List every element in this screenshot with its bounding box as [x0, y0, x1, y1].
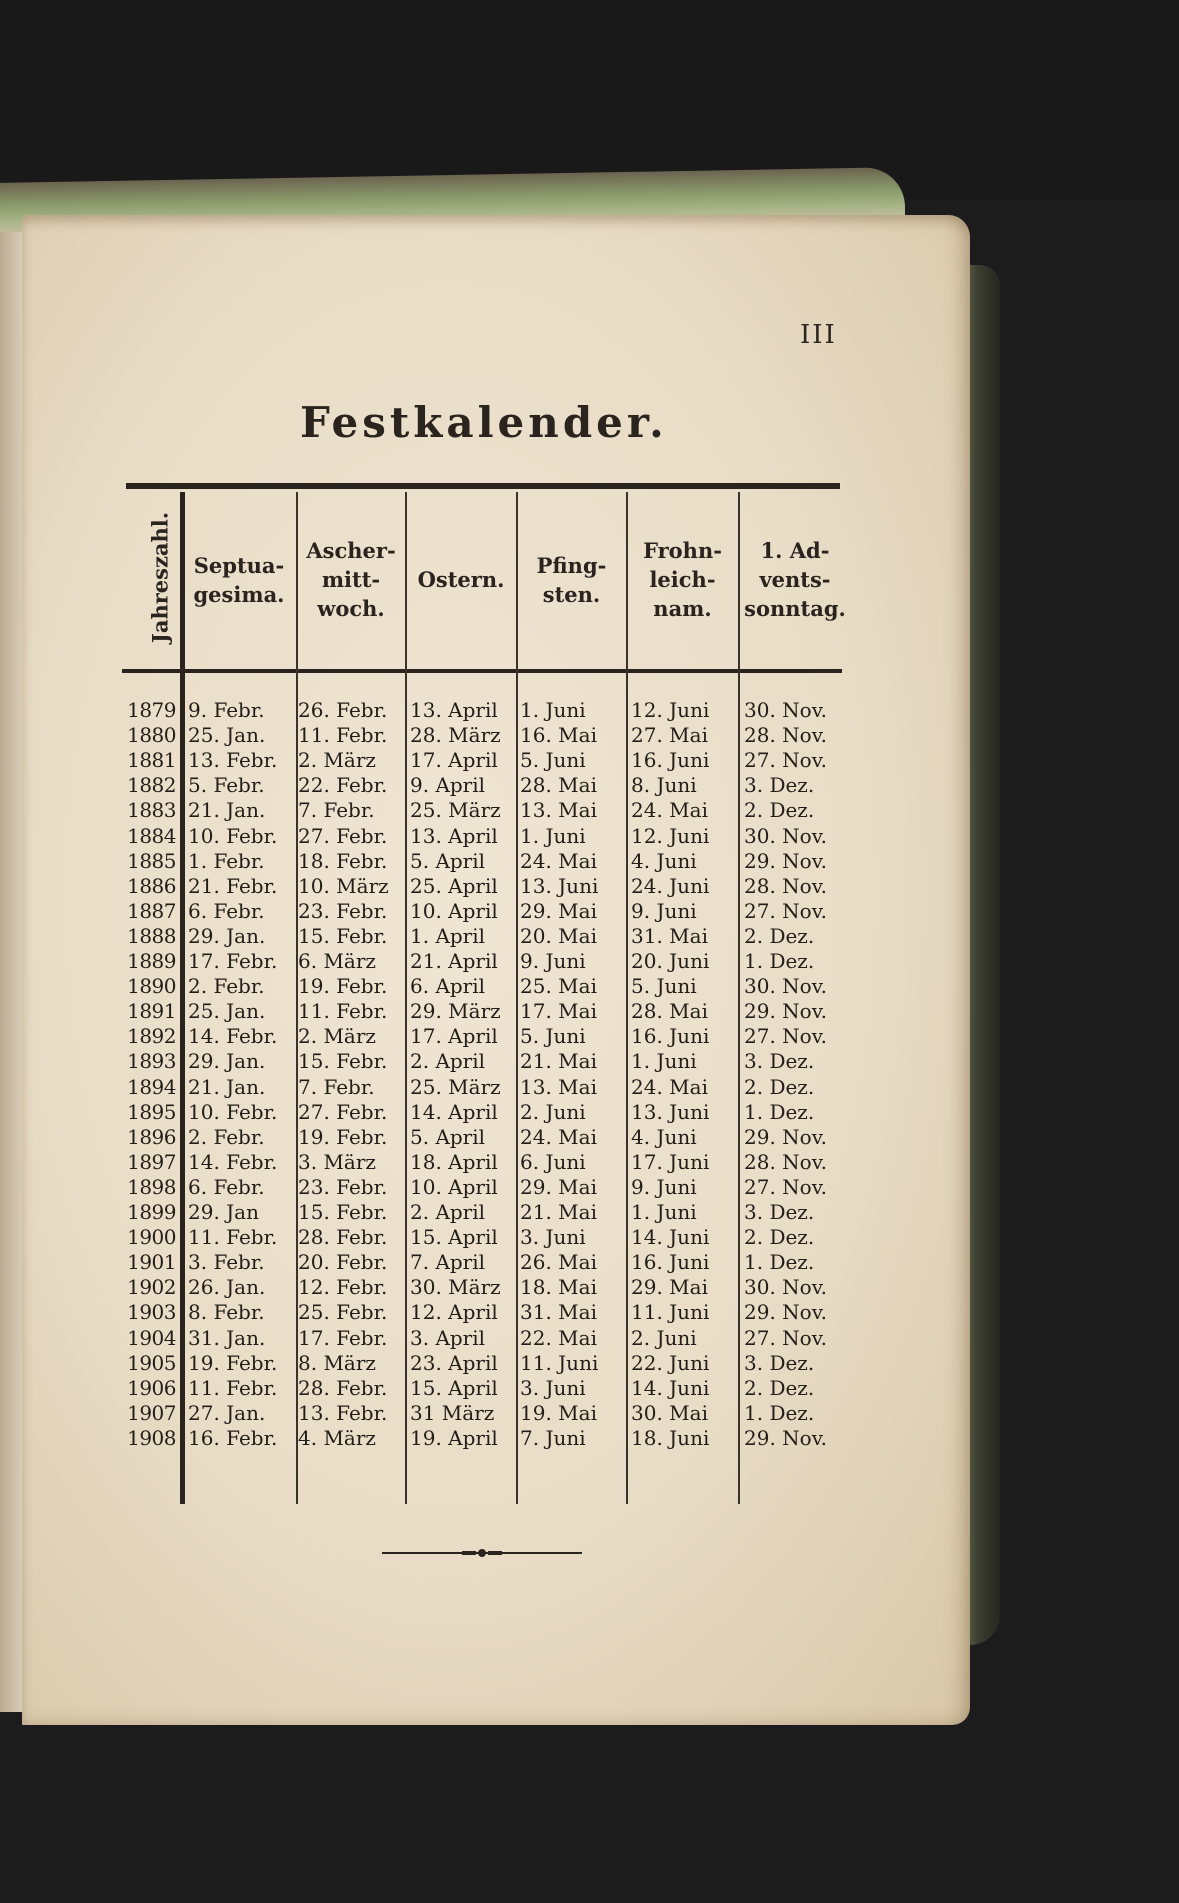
- aschermittwoch-cell: 20. Febr.: [298, 1250, 388, 1275]
- frohnleichnam-cell: 22. Juni: [631, 1350, 710, 1375]
- aschermittwoch-cell: 7. Febr.: [298, 1074, 375, 1099]
- septuagesima-cell: 10. Febr.: [188, 823, 278, 848]
- year-cell: 1884: [127, 823, 176, 848]
- table-row: [0, 949, 948, 974]
- frohnleichnam-cell: 12. Juni: [631, 698, 710, 722]
- year-cell: 1901: [127, 1250, 176, 1275]
- year-cell: 1887: [127, 898, 176, 923]
- septuagesima-cell: 21. Jan.: [188, 1074, 266, 1099]
- ostern-cell: 1. April: [410, 923, 486, 948]
- frohnleichnam-cell: 16. Juni: [631, 1024, 710, 1049]
- year-cell: 1906: [127, 1375, 176, 1400]
- pfingsten-cell: 1. Juni: [520, 698, 586, 722]
- aschermittwoch-cell: 26. Febr.: [298, 698, 388, 722]
- pfingsten-cell: 2. Juni: [520, 1099, 586, 1124]
- advent-cell: 29. Nov.: [744, 848, 827, 873]
- pfingsten-cell: 16. Mai: [520, 723, 597, 748]
- aschermittwoch-cell: 25. Febr.: [298, 1300, 388, 1325]
- table-row: [0, 773, 948, 798]
- septuagesima-cell: 2. Febr.: [188, 974, 265, 999]
- aschermittwoch-cell: 3. März: [298, 1149, 376, 1174]
- septuagesima-cell: 16. Febr.: [188, 1425, 278, 1450]
- pfingsten-cell: 3. Juni: [520, 1225, 586, 1250]
- septuagesima-cell: 29. Jan.: [188, 923, 266, 948]
- header-frohnleichnam: Frohn- leich- nam.: [643, 538, 722, 621]
- header-pfingsten: Pfing- sten.: [536, 552, 607, 607]
- table-row: [0, 1049, 948, 1074]
- aschermittwoch-cell: 2. März: [298, 748, 376, 773]
- aschermittwoch-cell: 28. Febr.: [298, 1225, 388, 1250]
- frohnleichnam-cell: 24. Juni: [631, 873, 710, 898]
- frohnleichnam-cell: 8. Juni: [631, 773, 697, 798]
- table-row: [0, 1150, 948, 1175]
- year-cell: 1905: [127, 1350, 176, 1375]
- aschermittwoch-cell: 13. Febr.: [298, 1400, 388, 1425]
- septuagesima-cell: 5. Febr.: [188, 773, 265, 798]
- septuagesima-cell: 14. Febr.: [188, 1149, 278, 1174]
- pfingsten-cell: 9. Juni: [520, 949, 586, 973]
- year-cell: 1890: [127, 974, 176, 999]
- septuagesima-cell: 26. Jan.: [188, 1275, 266, 1300]
- year-cell: 1881: [127, 748, 176, 773]
- ostern-cell: 18. April: [410, 1149, 498, 1174]
- advent-cell: 1. Dez.: [744, 1250, 815, 1275]
- table-row: [0, 1225, 948, 1250]
- frohnleichnam-cell: 13. Juni: [631, 1099, 710, 1124]
- aschermittwoch-cell: 11. Febr.: [298, 723, 388, 748]
- pfingsten-cell: 19. Mai: [520, 1400, 597, 1425]
- frohnleichnam-cell: 4. Juni: [631, 1124, 697, 1149]
- aschermittwoch-cell: 18. Febr.: [298, 848, 388, 873]
- advent-cell: 1. Dez.: [744, 949, 815, 973]
- frohnleichnam-cell: 5. Juni: [631, 974, 697, 999]
- frohnleichnam-cell: 16. Juni: [631, 1250, 710, 1275]
- ostern-cell: 9. April: [410, 773, 486, 798]
- pfingsten-cell: 31. Mai: [520, 1300, 597, 1325]
- advent-cell: 28. Nov.: [744, 873, 827, 898]
- year-cell: 1889: [127, 949, 176, 973]
- advent-cell: 30. Nov.: [744, 823, 827, 848]
- advent-cell: 29. Nov.: [744, 1300, 827, 1325]
- year-cell: 1908: [127, 1425, 176, 1450]
- ornament-divider: [382, 1547, 582, 1559]
- ostern-cell: 15. April: [410, 1225, 498, 1250]
- septuagesima-cell: 1. Febr.: [188, 848, 265, 873]
- frohnleichnam-cell: 31. Mai: [631, 923, 708, 948]
- advent-cell: 29. Nov.: [744, 1124, 827, 1149]
- frohnleichnam-cell: 27. Mai: [631, 723, 708, 748]
- septuagesima-cell: 27. Jan.: [188, 1400, 266, 1425]
- advent-cell: 27. Nov.: [744, 748, 827, 773]
- table-row: [0, 1401, 948, 1426]
- aschermittwoch-cell: 15. Febr.: [298, 923, 388, 948]
- page-number: III: [800, 320, 837, 350]
- pfingsten-cell: 25. Mai: [520, 974, 597, 999]
- septuagesima-cell: 2. Febr.: [188, 1124, 265, 1149]
- frohnleichnam-cell: 11. Juni: [631, 1300, 710, 1325]
- aschermittwoch-cell: 15. Febr.: [298, 1049, 388, 1074]
- ostern-cell: 30. März: [410, 1275, 501, 1300]
- table-row: [0, 1250, 948, 1275]
- ostern-cell: 7. April: [410, 1250, 486, 1275]
- frohnleichnam-cell: 1. Juni: [631, 1049, 697, 1074]
- advent-cell: 27. Nov.: [744, 1024, 827, 1049]
- table-row: [0, 1300, 948, 1325]
- aschermittwoch-cell: 15. Febr.: [298, 1200, 388, 1224]
- septuagesima-cell: 31. Jan.: [188, 1325, 266, 1350]
- aschermittwoch-cell: 8. März: [298, 1350, 376, 1375]
- ostern-cell: 28. März: [410, 723, 501, 748]
- advent-cell: 2. Dez.: [744, 1074, 815, 1099]
- septuagesima-cell: 11. Febr.: [188, 1225, 278, 1250]
- aschermittwoch-cell: 19. Febr.: [298, 1124, 388, 1149]
- frohnleichnam-cell: 12. Juni: [631, 823, 710, 848]
- advent-cell: 3. Dez.: [744, 1350, 815, 1375]
- year-cell: 1879: [127, 698, 176, 722]
- ostern-cell: 29. März: [410, 999, 501, 1024]
- pfingsten-cell: 6. Juni: [520, 1149, 586, 1174]
- year-cell: 1907: [127, 1400, 176, 1425]
- table-row: [0, 899, 948, 924]
- year-cell: 1891: [127, 999, 176, 1024]
- septuagesima-cell: 13. Febr.: [188, 748, 278, 773]
- aschermittwoch-cell: 4. März: [298, 1425, 376, 1450]
- year-cell: 1902: [127, 1275, 176, 1300]
- pfingsten-cell: 21. Mai: [520, 1049, 597, 1074]
- frohnleichnam-cell: 4. Juni: [631, 848, 697, 873]
- header-septuagesima: Septua- gesima.: [193, 552, 285, 607]
- pfingsten-cell: 13. Mai: [520, 798, 597, 823]
- table-header-rule: [122, 669, 842, 673]
- ostern-cell: 5. April: [410, 1124, 486, 1149]
- aschermittwoch-cell: 19. Febr.: [298, 974, 388, 999]
- ostern-cell: 31 März: [410, 1400, 495, 1425]
- frohnleichnam-cell: 2. Juni: [631, 1325, 697, 1350]
- ostern-cell: 12. April: [410, 1300, 498, 1325]
- advent-cell: 29. Nov.: [744, 999, 827, 1024]
- header-aschermittwoch: Ascher- mitt- woch.: [306, 538, 396, 621]
- table-row: [0, 924, 948, 949]
- advent-cell: 2. Dez.: [744, 1375, 815, 1400]
- header-ostern: Ostern.: [417, 567, 505, 592]
- table-row: [0, 1275, 948, 1300]
- frohnleichnam-cell: 9. Juni: [631, 1174, 697, 1199]
- ostern-cell: 23. April: [410, 1350, 498, 1375]
- table-row: [0, 1125, 948, 1150]
- advent-cell: 27. Nov.: [744, 1174, 827, 1199]
- year-cell: 1883: [127, 798, 176, 823]
- advent-cell: 28. Nov.: [744, 1149, 827, 1174]
- table-row: [0, 1100, 948, 1125]
- ostern-cell: 2. April: [410, 1049, 486, 1074]
- frohnleichnam-cell: 14. Juni: [631, 1375, 710, 1400]
- advent-cell: 3. Dez.: [744, 773, 815, 798]
- table-row: [0, 1175, 948, 1200]
- advent-cell: 2. Dez.: [744, 1225, 815, 1250]
- year-cell: 1885: [127, 848, 176, 873]
- aschermittwoch-cell: 10. März: [298, 873, 389, 898]
- ostern-cell: 13. April: [410, 823, 498, 848]
- frohnleichnam-cell: 30. Mai: [631, 1400, 708, 1425]
- table-row: [0, 1326, 948, 1351]
- aschermittwoch-cell: 11. Febr.: [298, 999, 388, 1024]
- pfingsten-cell: 26. Mai: [520, 1250, 597, 1275]
- year-cell: 1898: [127, 1174, 176, 1199]
- frohnleichnam-cell: 20. Juni: [631, 949, 710, 973]
- septuagesima-cell: 21. Febr.: [188, 873, 278, 898]
- frohnleichnam-cell: 18. Juni: [631, 1425, 710, 1450]
- advent-cell: 27. Nov.: [744, 1325, 827, 1350]
- pfingsten-cell: 3. Juni: [520, 1375, 586, 1400]
- advent-cell: 28. Nov.: [744, 723, 827, 748]
- ostern-cell: 19. April: [410, 1425, 498, 1450]
- aschermittwoch-cell: 28. Febr.: [298, 1375, 388, 1400]
- year-cell: 1903: [127, 1300, 176, 1325]
- advent-cell: 2. Dez.: [744, 923, 815, 948]
- year-cell: 1897: [127, 1149, 176, 1174]
- ostern-cell: 10. April: [410, 1174, 498, 1199]
- ostern-cell: 17. April: [410, 1024, 498, 1049]
- septuagesima-cell: 10. Febr.: [188, 1099, 278, 1124]
- pfingsten-cell: 24. Mai: [520, 848, 597, 873]
- ostern-cell: 25. März: [410, 1074, 501, 1099]
- table-row: [0, 1351, 948, 1376]
- aschermittwoch-cell: 23. Febr.: [298, 1174, 388, 1199]
- septuagesima-cell: 17. Febr.: [188, 949, 278, 973]
- aschermittwoch-cell: 17. Febr.: [298, 1325, 388, 1350]
- septuagesima-cell: 8. Febr.: [188, 1300, 265, 1325]
- septuagesima-cell: 29. Jan.: [188, 1049, 266, 1074]
- advent-cell: 3. Dez.: [744, 1200, 815, 1224]
- table-row: [0, 698, 948, 723]
- table-row: [0, 723, 948, 748]
- ostern-cell: 21. April: [410, 949, 498, 973]
- year-cell: 1892: [127, 1024, 176, 1049]
- page-title: Festkalender.: [300, 398, 668, 447]
- advent-cell: 1. Dez.: [744, 1400, 815, 1425]
- table-row: [0, 849, 948, 874]
- septuagesima-cell: 6. Febr.: [188, 898, 265, 923]
- ostern-cell: 6. April: [410, 974, 486, 999]
- year-cell: 1893: [127, 1049, 176, 1074]
- table-row: [0, 1075, 948, 1100]
- septuagesima-cell: 11. Febr.: [188, 1375, 278, 1400]
- septuagesima-cell: 19. Febr.: [188, 1350, 278, 1375]
- septuagesima-cell: 21. Jan.: [188, 798, 266, 823]
- pfingsten-cell: 13. Mai: [520, 1074, 597, 1099]
- ostern-cell: 13. April: [410, 698, 498, 722]
- aschermittwoch-cell: 22. Febr.: [298, 773, 388, 798]
- advent-cell: 3. Dez.: [744, 1049, 815, 1074]
- table-row: [0, 1426, 948, 1451]
- frohnleichnam-cell: 24. Mai: [631, 798, 708, 823]
- pfingsten-cell: 5. Juni: [520, 1024, 586, 1049]
- advent-cell: 30. Nov.: [744, 698, 827, 722]
- year-cell: 1882: [127, 773, 176, 798]
- frohnleichnam-cell: 9. Juni: [631, 898, 697, 923]
- advent-cell: 30. Nov.: [744, 974, 827, 999]
- table-row: [0, 1376, 948, 1401]
- year-cell: 1894: [127, 1074, 176, 1099]
- pfingsten-cell: 29. Mai: [520, 898, 597, 923]
- pfingsten-cell: 7. Juni: [520, 1425, 586, 1450]
- aschermittwoch-cell: 27. Febr.: [298, 1099, 388, 1124]
- advent-cell: 30. Nov.: [744, 1275, 827, 1300]
- frohnleichnam-cell: 29. Mai: [631, 1275, 708, 1300]
- frohnleichnam-cell: 28. Mai: [631, 999, 708, 1024]
- table-row: [0, 1024, 948, 1049]
- septuagesima-cell: 9. Febr.: [188, 698, 265, 722]
- table-row: [0, 824, 948, 849]
- table-row: [0, 999, 948, 1024]
- year-cell: 1899: [127, 1200, 176, 1224]
- ostern-cell: 17. April: [410, 748, 498, 773]
- table-top-rule: [126, 483, 840, 489]
- header-advent: 1. Ad- vents- sonntag.: [744, 538, 846, 621]
- frohnleichnam-cell: 14. Juni: [631, 1225, 710, 1250]
- aschermittwoch-cell: 23. Febr.: [298, 898, 388, 923]
- pfingsten-cell: 11. Juni: [520, 1350, 599, 1375]
- ostern-cell: 25. April: [410, 873, 498, 898]
- advent-cell: 2. Dez.: [744, 798, 815, 823]
- frohnleichnam-cell: 24. Mai: [631, 1074, 708, 1099]
- pfingsten-cell: 21. Mai: [520, 1200, 597, 1224]
- table-row: [0, 874, 948, 899]
- aschermittwoch-cell: 6. März: [298, 949, 376, 973]
- table-row: [0, 1200, 948, 1225]
- year-cell: 1904: [127, 1325, 176, 1350]
- pfingsten-cell: 1. Juni: [520, 823, 586, 848]
- septuagesima-cell: 3. Febr.: [188, 1250, 265, 1275]
- ostern-cell: 14. April: [410, 1099, 498, 1124]
- advent-cell: 1. Dez.: [744, 1099, 815, 1124]
- pfingsten-cell: 29. Mai: [520, 1174, 597, 1199]
- ostern-cell: 25. März: [410, 798, 501, 823]
- pfingsten-cell: 20. Mai: [520, 923, 597, 948]
- advent-cell: 27. Nov.: [744, 898, 827, 923]
- year-cell: 1900: [127, 1225, 176, 1250]
- pfingsten-cell: 17. Mai: [520, 999, 597, 1024]
- year-cell: 1896: [127, 1124, 176, 1149]
- pfingsten-cell: 5. Juni: [520, 748, 586, 773]
- ostern-cell: 5. April: [410, 848, 486, 873]
- header-year: Jahreszahl.: [147, 511, 173, 644]
- year-cell: 1888: [127, 923, 176, 948]
- frohnleichnam-cell: 16. Juni: [631, 748, 710, 773]
- aschermittwoch-cell: 27. Febr.: [298, 823, 388, 848]
- pfingsten-cell: 18. Mai: [520, 1275, 597, 1300]
- septuagesima-cell: 25. Jan.: [188, 723, 266, 748]
- aschermittwoch-cell: 12. Febr.: [298, 1275, 388, 1300]
- ostern-cell: 2. April: [410, 1200, 486, 1224]
- ostern-cell: 3. April: [410, 1325, 486, 1350]
- ostern-cell: 10. April: [410, 898, 498, 923]
- pfingsten-cell: 24. Mai: [520, 1124, 597, 1149]
- table-row: [0, 748, 948, 773]
- septuagesima-cell: 25. Jan.: [188, 999, 266, 1024]
- table-row: [0, 974, 948, 999]
- year-cell: 1886: [127, 873, 176, 898]
- year-cell: 1880: [127, 723, 176, 748]
- frohnleichnam-cell: 17. Juni: [631, 1149, 710, 1174]
- aschermittwoch-cell: 7. Febr.: [298, 798, 375, 823]
- table-row: [0, 798, 948, 823]
- advent-cell: 29. Nov.: [744, 1425, 827, 1450]
- background: [0, 0, 1179, 200]
- aschermittwoch-cell: 2. März: [298, 1024, 376, 1049]
- pfingsten-cell: 22. Mai: [520, 1325, 597, 1350]
- frohnleichnam-cell: 1. Juni: [631, 1200, 697, 1224]
- septuagesima-cell: 29. Jan: [188, 1200, 259, 1224]
- ostern-cell: 15. April: [410, 1375, 498, 1400]
- year-cell: 1895: [127, 1099, 176, 1124]
- septuagesima-cell: 6. Febr.: [188, 1174, 265, 1199]
- pfingsten-cell: 28. Mai: [520, 773, 597, 798]
- pfingsten-cell: 13. Juni: [520, 873, 599, 898]
- septuagesima-cell: 14. Febr.: [188, 1024, 278, 1049]
